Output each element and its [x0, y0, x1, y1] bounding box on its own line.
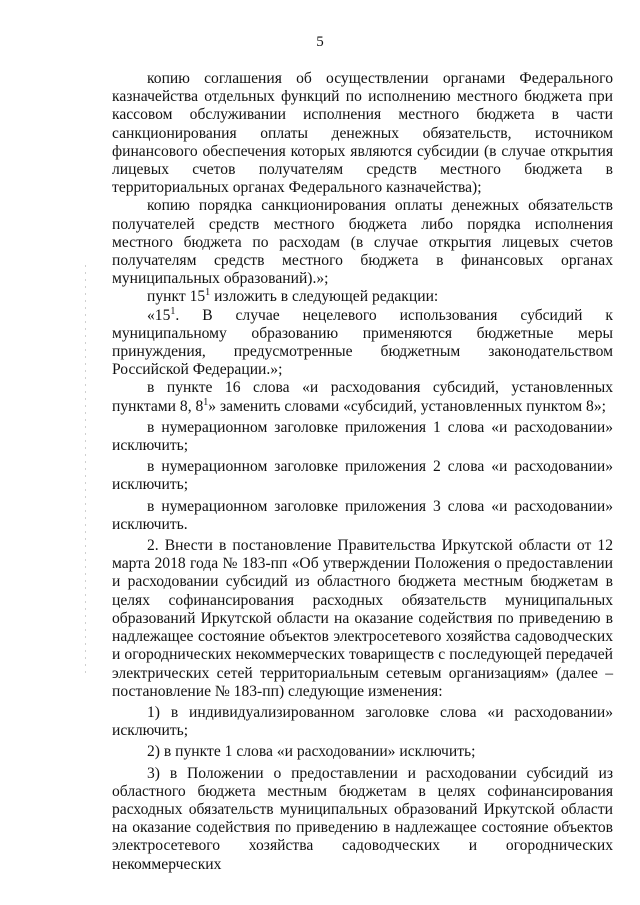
paragraph-item-1: 1) в индивидуализированном заголовке слова «и расходовании» исключить;: [112, 703, 613, 740]
paragraph-point-15-1-text: «$15^1$. В случае нецелевого использования субсидий к муниципальному образованию применяются бюджетные меры принуждения, предусмотренные бюджетным законодательством Российской Федерации.»;: [112, 305, 613, 379]
document-body: [112, 70, 613, 874]
paragraph-appendix-3: в нумерационном заголовке приложения 3 слова «и расходовании» исключить.: [112, 497, 613, 533]
paragraph-procedure-copy: копию порядка санкционирования оплаты денежных обязательств получателей средств местного бюджета либо порядка исполнения местного бюджета по расходам (в случае открытия лицевых счетов получателям средств местного бюджета в финансовых органах муниципальных образований).»;: [112, 197, 613, 288]
paragraph-item-3: 3) в Положении о предоставлении и расходовании субсидий из областного бюджета местным бюджетам в целях софинансирования расходных обязательств муниципальных образований Иркутской области на оказание содействия по приведению в надлежащее состояние объектов электросетевого хозяйства садоводческих и огороднических некоммерческих: [112, 764, 613, 873]
page-number: 5: [316, 34, 324, 50]
paragraph-item-2: 2) в пункте 1 слова «и расходовании» исключить;: [147, 743, 476, 761]
paragraph-agreement-copy: копию соглашения об осуществлении органами Федерального казначейства отдельных функций по исполнению местного бюджета при кассовом обслуживании исполнения местного бюджета в части санкционирования оплаты денежных обязательств, источником финансового обеспечения которых являются субсидии (в случае открытия лицевых счетов получателям средств местного бюджета в территориальных органах Федерального казначейства);: [112, 70, 613, 197]
paragraph-appendix-2: в нумерационном заголовке приложения 2 слова «и расходовании» исключить;: [112, 458, 613, 494]
paragraph-point-16: в пункте 16 слова «и расходования субсидий, установленных пунктами 8, $8^1$» заменить словами «субсидий, установленных пунктом 8»;: [112, 379, 613, 415]
paragraph-section-2: 2. Внести в постановление Правительства Иркутской области от 12 марта 2018 года № 183-пп «Об утверждении Положения о предоставлении и расходовании субсидий из областного бюджета местным бюджетам в целях софинансирования расходных обязательств муниципальных образований Иркутской области на оказание содействия по приведению в надлежащее состояние объектов электросетевого хозяйства садоводческих и огороднических некоммерческих товариществ с последующей передачей электрических сетей территориальным сетевым организациям» (далее – постановление № 183-пп) следующие изменения:: [112, 537, 613, 700]
margin-scan-mark: [85, 265, 86, 675]
paragraph-appendix-1: в нумерационном заголовке приложения 1 слова «и расходовании» исключить;: [112, 418, 613, 455]
paragraph-point-15-1: пункт $15^1$ изложить в следующей редакции:: [147, 287, 439, 306]
